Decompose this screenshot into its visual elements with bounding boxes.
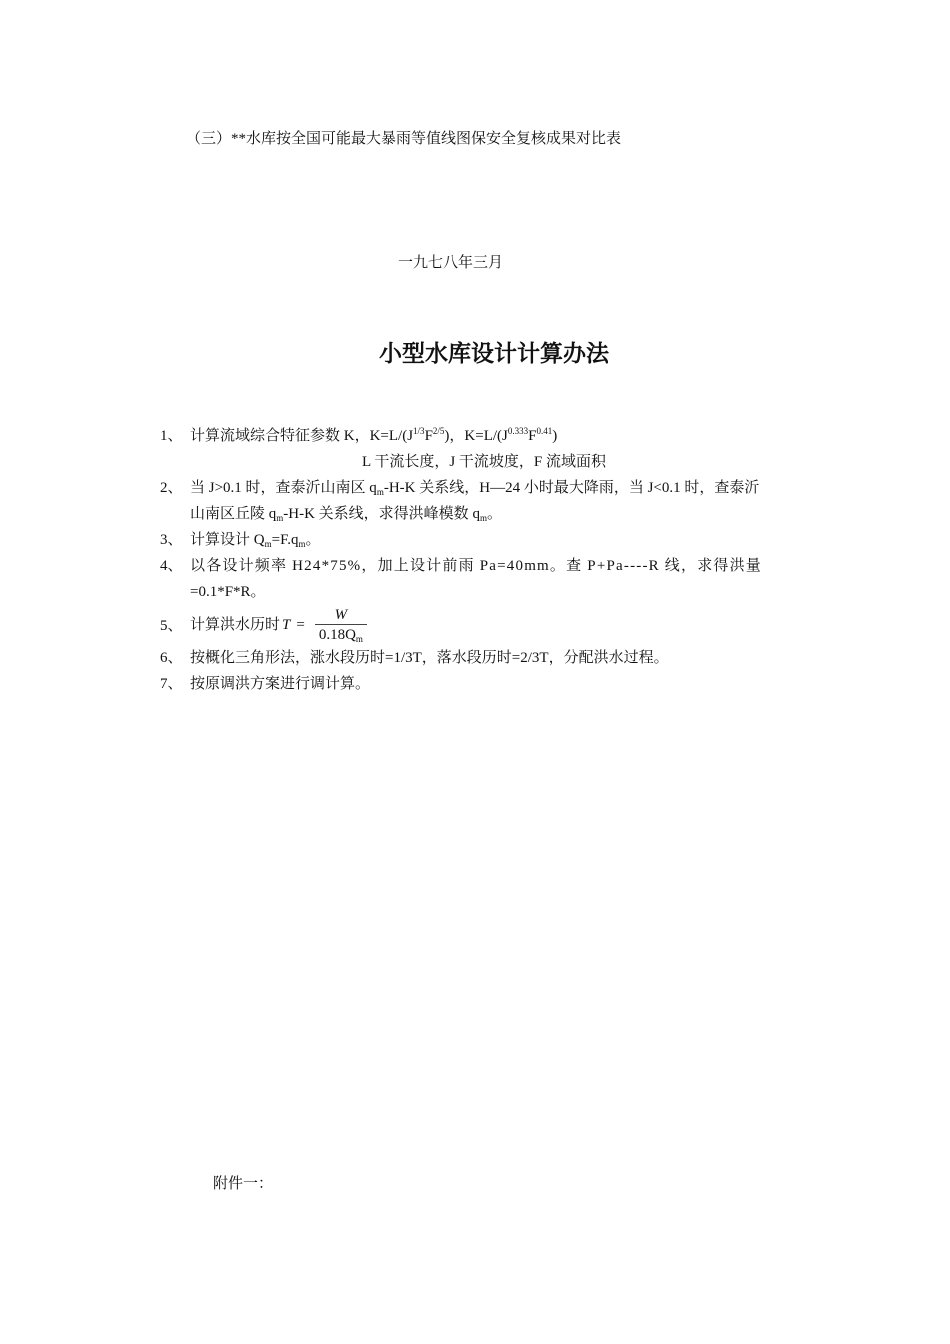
formula-lhs: T (282, 617, 291, 633)
item-text: 山南区丘陵 q (190, 506, 277, 522)
list-item (160, 527, 808, 553)
item-text: 按原调洪方案进行调计算。 (190, 676, 371, 692)
item-text: -H-K 关系线，H—24 小时最大降雨，当 J<0.1 时，查泰沂 (383, 480, 760, 496)
denominator-text: 0.18Q (318, 626, 356, 643)
section-heading: （三）**水库按全国可能最大暴雨等值线图保安全复核成果对比表 (186, 131, 622, 147)
document-date: 一九七八年三月 (398, 255, 504, 271)
exponent: 0.333 (507, 426, 529, 436)
subscript: m (479, 513, 487, 523)
document-title: 小型水库设计计算办法 (379, 341, 609, 367)
item-number: 1、 (160, 428, 183, 444)
item-text: -H-K 关系线，求得洪峰模数 q (283, 506, 480, 522)
parameter-note-text: L 干流长度，J 干流坡度，F 流域面积 (361, 454, 607, 470)
item-text: 计算洪水历时 (190, 617, 281, 633)
list-item (160, 671, 808, 697)
list-item (160, 645, 808, 671)
formula-equals: = (296, 617, 305, 633)
formula-denominator (315, 624, 367, 645)
item-number: 3、 (160, 532, 183, 548)
item-line (190, 475, 808, 501)
item-number: 6、 (160, 650, 183, 666)
list-item (160, 423, 808, 449)
item-line (190, 501, 808, 527)
exponent: 2/5 (432, 426, 445, 436)
formula-numerator: W (334, 606, 348, 623)
item-text: ) (552, 428, 558, 444)
item-number: 4、 (160, 558, 183, 574)
subscript: m (298, 539, 306, 549)
item-number: 5、 (160, 618, 183, 634)
subscript: m (264, 539, 272, 549)
list-item (160, 605, 808, 645)
subscript: m (355, 633, 363, 644)
item-text: 按概化三角形法，涨水段历时=1/3T，落水段历时=2/3T，分配洪水过程。 (190, 650, 669, 666)
item-line: 以各设计频率 H24*75%，加上设计前雨 Pa=40mm。查 P+Pa----R 线，求得洪量 (190, 558, 763, 574)
item-number: 7、 (160, 676, 183, 692)
attachment-label: 附件一： (213, 1176, 274, 1192)
exponent: 0.41 (536, 426, 553, 436)
exponent: 1/3 (413, 426, 425, 436)
item-text: 。 (305, 532, 321, 548)
list-item (160, 475, 808, 527)
list-item (160, 553, 808, 605)
item-text: 当 J>0.1 时，查泰沂山南区 q (190, 480, 377, 496)
parameter-note (160, 449, 808, 475)
subscript: m (276, 513, 284, 523)
item-text: 。 (486, 506, 502, 522)
subscript: m (376, 487, 384, 497)
item-number: 2、 (160, 480, 183, 496)
item-text: 计算设计 Q (190, 532, 265, 548)
method-steps-list (160, 423, 808, 697)
duration-formula (315, 606, 367, 645)
item-text: =F.q (271, 532, 299, 548)
item-text: F (528, 428, 537, 444)
item-text: 计算流域综合特征参数 K，K=L/(J (190, 428, 414, 444)
item-text: F (424, 428, 433, 444)
item-text: )，K=L/(J (444, 428, 508, 444)
item-line: =0.1*F*R。 (190, 584, 266, 600)
